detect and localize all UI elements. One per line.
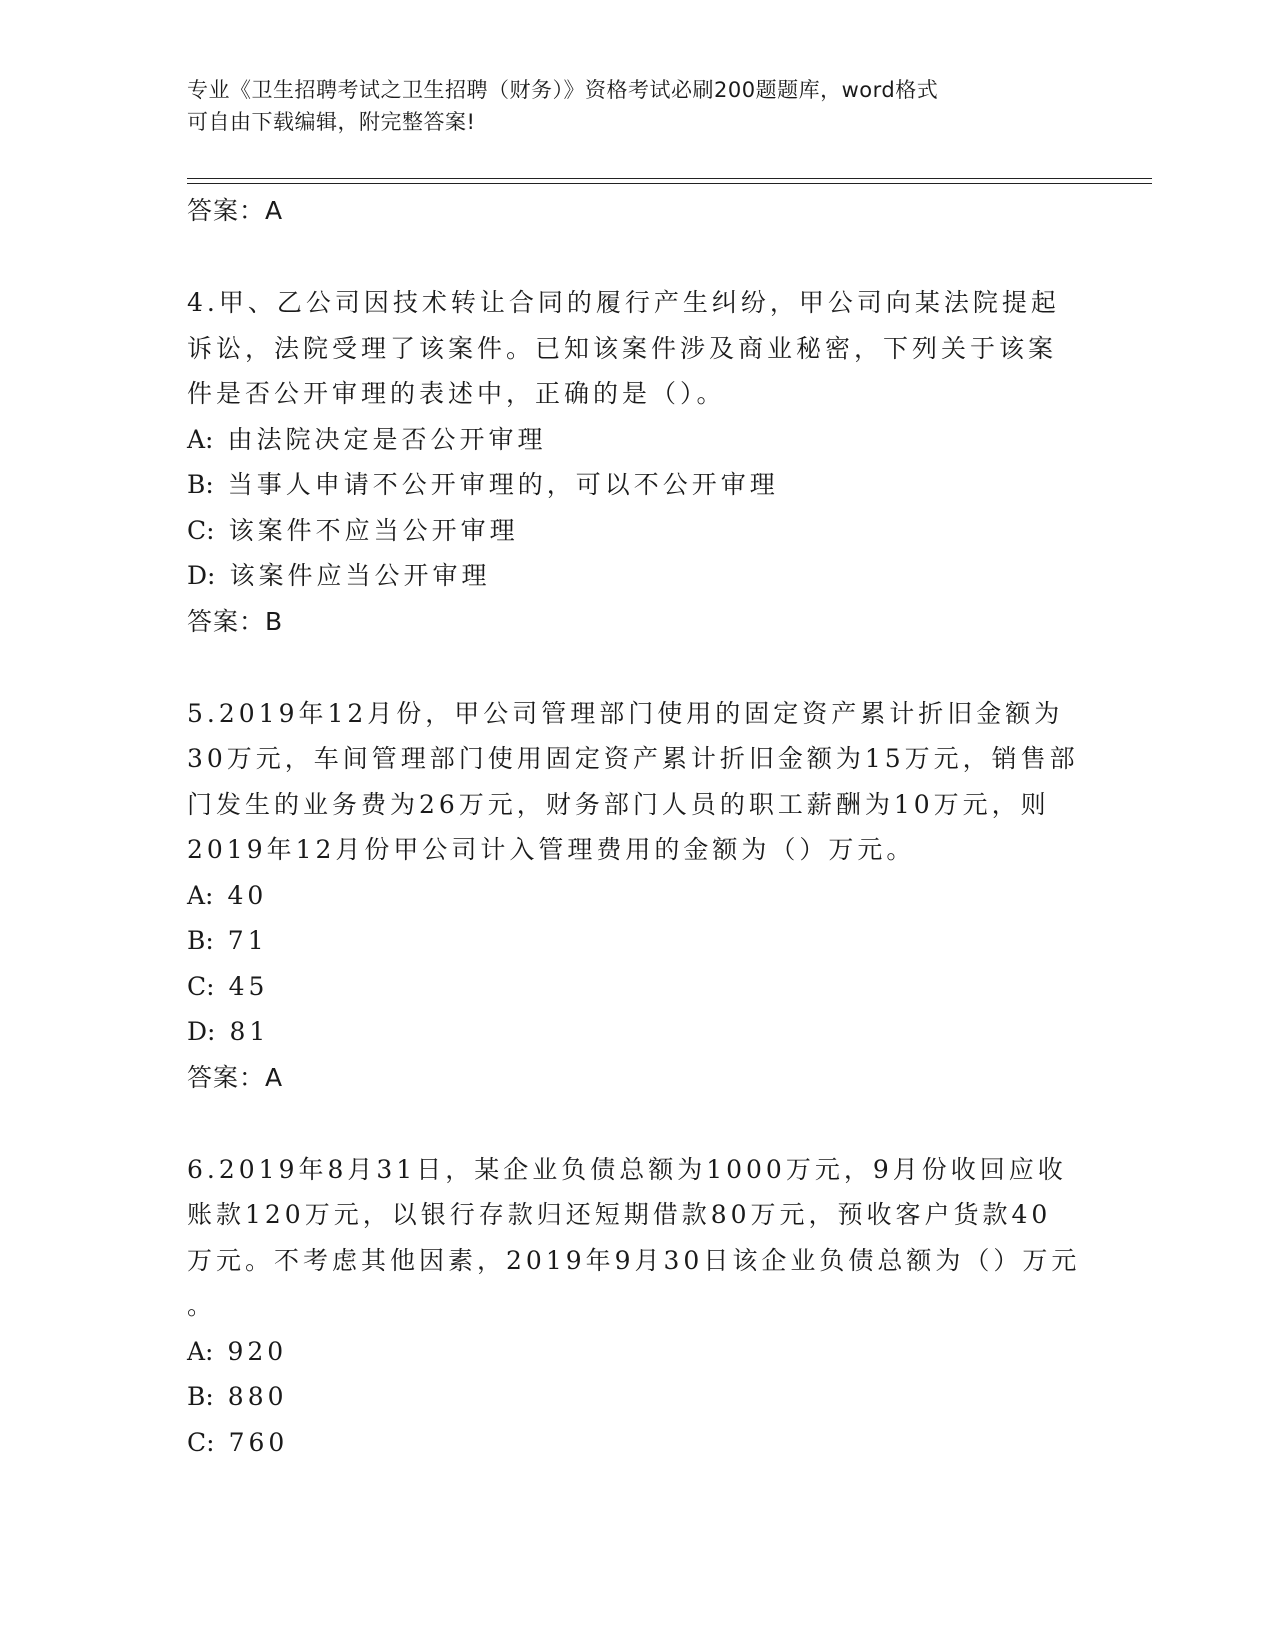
option-a (187, 417, 1087, 463)
option-c (187, 1420, 1087, 1466)
option-letter: B: (187, 470, 214, 499)
option-d (187, 1009, 1087, 1055)
option-b (187, 1374, 1087, 1420)
answer-line: 答案：A (187, 196, 284, 225)
option-letter: C: (187, 971, 215, 1001)
question-line: 30万元，车间管理部门使用固定资产累计折旧金额为15万元，销售部 (187, 744, 1079, 773)
question-text (187, 280, 1087, 417)
option-letter: A: (187, 424, 214, 454)
question-line: 账款120万元，以银行存款归还短期借款80万元，预收客户货款40 (187, 1200, 1052, 1229)
question-line: 门发生的业务费为26万元，财务部门人员的职工薪酬为10万元，则 (187, 789, 1050, 819)
option-text: 该案件不应当公开审理 (228, 515, 519, 545)
option-text: 当事人申请不公开审理的，可以不公开审理 (227, 470, 779, 499)
document-header (187, 74, 1087, 138)
option-text: 45 (228, 971, 269, 1001)
option-d (187, 553, 1087, 599)
question-4 (187, 280, 1087, 645)
answer-line: 答案：B (187, 606, 284, 636)
question-line: 5.2019年12月份，甲公司管理部门使用的固定资产累计折旧金额为 (187, 698, 1064, 728)
question-line: 2019年12月份甲公司计入管理费用的金额为（）万元。 (187, 835, 916, 864)
answer-line: 答案：A (187, 1062, 284, 1092)
option-text: 71 (227, 926, 268, 955)
header-divider-bottom (187, 183, 1152, 184)
question-text (187, 1147, 1087, 1329)
option-text: 760 (228, 1427, 289, 1457)
option-letter: D: (187, 561, 216, 590)
option-letter: C: (187, 515, 215, 545)
question-line: 诉讼，法院受理了该案件。已知该案件涉及商业秘密，下列关于该案 (187, 333, 1058, 363)
option-text: 40 (227, 880, 268, 910)
header-divider-top (187, 178, 1152, 179)
option-text: 由法院决定是否公开审理 (227, 424, 547, 454)
header-line-1: 专业《卫生招聘考试之卫生招聘（财务）》资格考试必刷200题题库，word格式 (187, 78, 939, 102)
question-line: 6.2019年8月31日，某企业负债总额为1000万元，9月份收回应收 (187, 1154, 1067, 1184)
option-b (187, 462, 1087, 508)
option-a (187, 873, 1087, 919)
option-letter: A: (187, 880, 214, 910)
question-list (187, 188, 1087, 1465)
option-c (187, 964, 1087, 1010)
question-line: 4.甲、乙公司因技术转让合同的履行产生纠纷，甲公司向某法院提起 (187, 288, 1060, 317)
header-line-2: 可自由下载编辑，附完整答案! (187, 110, 476, 134)
option-text: 920 (227, 1336, 288, 1366)
question-5 (187, 691, 1087, 1101)
question-6 (187, 1147, 1087, 1466)
question-line: 。 (187, 1291, 217, 1320)
option-text: 该案件应当公开审理 (229, 561, 491, 590)
question-text (187, 691, 1087, 873)
option-a (187, 1329, 1087, 1375)
option-b (187, 918, 1087, 964)
option-text: 81 (229, 1017, 270, 1046)
question-line: 件是否公开审理的表述中，正确的是（）。 (187, 379, 726, 408)
option-c (187, 508, 1087, 554)
option-letter: B: (187, 926, 214, 955)
option-letter: C: (187, 1427, 215, 1457)
option-letter: D: (187, 1017, 216, 1046)
question-line: 万元。不考虑其他因素，2019年9月30日该企业负债总额为（）万元 (187, 1245, 1081, 1275)
option-letter: B: (187, 1382, 214, 1411)
option-letter: A: (187, 1336, 214, 1366)
option-text: 880 (227, 1382, 288, 1411)
